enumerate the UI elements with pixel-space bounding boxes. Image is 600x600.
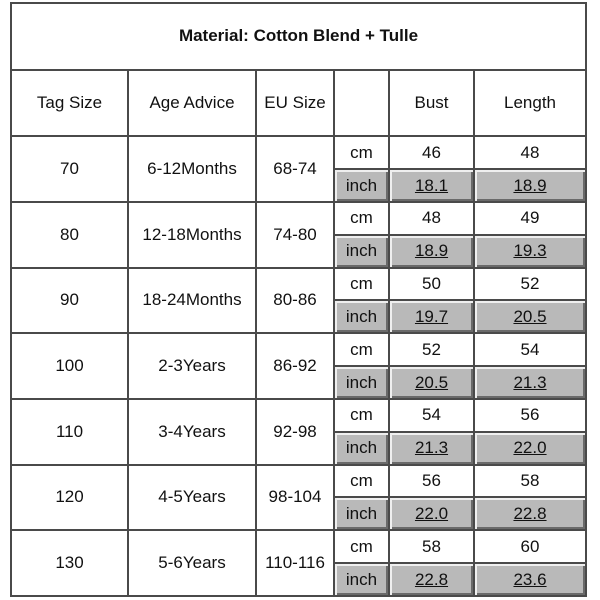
- bust-inch-cell-text: 18.1: [414, 175, 449, 195]
- table-row: [11, 399, 586, 432]
- table-row: [11, 333, 586, 366]
- age-advice-cell: 2-3Years: [128, 333, 256, 399]
- bust-inch-cell-text: 19.7: [414, 306, 449, 326]
- unit-cm-cell: cm: [334, 202, 389, 235]
- length-inch-cell: [474, 563, 586, 596]
- bust-inch-cell: [389, 169, 474, 202]
- eu-size-cell: 80-86: [256, 268, 334, 334]
- bust-inch-cell: [389, 432, 474, 465]
- length-inch-cell-text: 21.3: [513, 372, 547, 392]
- unit-inch-cell: inch: [334, 432, 389, 465]
- length-inch-cell-text: 20.5: [513, 306, 547, 326]
- bust-inch-cell: [389, 300, 474, 333]
- header-eu-size: EU Size: [256, 70, 334, 137]
- age-advice-cell: 6-12Months: [128, 136, 256, 202]
- length-inch-cell-text: 18.9: [513, 175, 547, 195]
- bust-cm-cell: 56: [389, 465, 474, 498]
- eu-size-cell: 68-74: [256, 136, 334, 202]
- bust-cm-cell: 48: [389, 202, 474, 235]
- length-cm-cell: 48: [474, 136, 586, 169]
- age-advice-cell: 3-4Years: [128, 399, 256, 465]
- bust-inch-cell: [389, 235, 474, 268]
- eu-size-cell: 74-80: [256, 202, 334, 268]
- unit-inch-cell: inch: [334, 366, 389, 399]
- length-cm-cell: 60: [474, 530, 586, 563]
- eu-size-cell: 86-92: [256, 333, 334, 399]
- tag-size-cell: 100: [11, 333, 128, 399]
- bust-inch-cell: [389, 497, 474, 530]
- bust-cm-cell: 58: [389, 530, 474, 563]
- length-inch-cell-text: 22.0: [513, 438, 547, 458]
- bust-inch-cell: [389, 563, 474, 596]
- header-row: [11, 70, 586, 137]
- header-tag-size: Tag Size: [11, 70, 128, 137]
- table-title: Material: Cotton Blend + Tulle: [11, 3, 586, 70]
- tag-size-cell: 90: [11, 268, 128, 334]
- unit-inch-cell: inch: [334, 563, 389, 596]
- tag-size-cell: 130: [11, 530, 128, 596]
- table-row: [11, 136, 586, 169]
- unit-cm-cell: cm: [334, 136, 389, 169]
- unit-inch-cell: inch: [334, 235, 389, 268]
- unit-cm-cell: cm: [334, 268, 389, 301]
- length-cm-cell: 56: [474, 399, 586, 432]
- header-length: Length: [474, 70, 586, 137]
- tag-size-cell: 80: [11, 202, 128, 268]
- bust-cm-cell: 46: [389, 136, 474, 169]
- length-inch-cell: [474, 300, 586, 333]
- unit-inch-cell: inch: [334, 497, 389, 530]
- age-advice-cell: 5-6Years: [128, 530, 256, 596]
- header-unit: [334, 70, 389, 137]
- age-advice-cell: 4-5Years: [128, 465, 256, 531]
- eu-size-cell: 98-104: [256, 465, 334, 531]
- unit-cm-cell: cm: [334, 333, 389, 366]
- unit-inch-cell: inch: [334, 169, 389, 202]
- tag-size-cell: 120: [11, 465, 128, 531]
- length-inch-cell: [474, 497, 586, 530]
- length-cm-cell: 58: [474, 465, 586, 498]
- bust-inch-cell: [389, 366, 474, 399]
- length-cm-cell: 54: [474, 333, 586, 366]
- size-chart-table: [10, 2, 587, 597]
- table-row: [11, 465, 586, 498]
- bust-inch-cell-text: 22.0: [414, 503, 449, 523]
- length-cm-cell: 52: [474, 268, 586, 301]
- length-inch-cell-text: 22.8: [513, 503, 547, 523]
- age-advice-cell: 18-24Months: [128, 268, 256, 334]
- table-row: [11, 530, 586, 563]
- bust-inch-cell-text: 18.9: [414, 241, 449, 261]
- tag-size-cell: 110: [11, 399, 128, 465]
- tag-size-cell: 70: [11, 136, 128, 202]
- age-advice-cell: 12-18Months: [128, 202, 256, 268]
- bust-inch-cell-text: 21.3: [414, 438, 449, 458]
- length-inch-cell: [474, 366, 586, 399]
- table-row: [11, 202, 586, 235]
- length-inch-cell: [474, 235, 586, 268]
- eu-size-cell: 92-98: [256, 399, 334, 465]
- bust-inch-cell-text: 22.8: [414, 569, 449, 589]
- table-row: [11, 268, 586, 301]
- header-bust: Bust: [389, 70, 474, 137]
- bust-cm-cell: 50: [389, 268, 474, 301]
- length-inch-cell-text: 23.6: [513, 569, 547, 589]
- unit-cm-cell: cm: [334, 530, 389, 563]
- bust-cm-cell: 52: [389, 333, 474, 366]
- length-inch-cell-text: 19.3: [513, 241, 547, 261]
- bust-cm-cell: 54: [389, 399, 474, 432]
- unit-cm-cell: cm: [334, 399, 389, 432]
- bust-inch-cell-text: 20.5: [414, 372, 449, 392]
- eu-size-cell: 110-116: [256, 530, 334, 596]
- length-cm-cell: 49: [474, 202, 586, 235]
- length-inch-cell: [474, 169, 586, 202]
- length-inch-cell: [474, 432, 586, 465]
- unit-inch-cell: inch: [334, 300, 389, 333]
- header-age-advice: Age Advice: [128, 70, 256, 137]
- unit-cm-cell: cm: [334, 465, 389, 498]
